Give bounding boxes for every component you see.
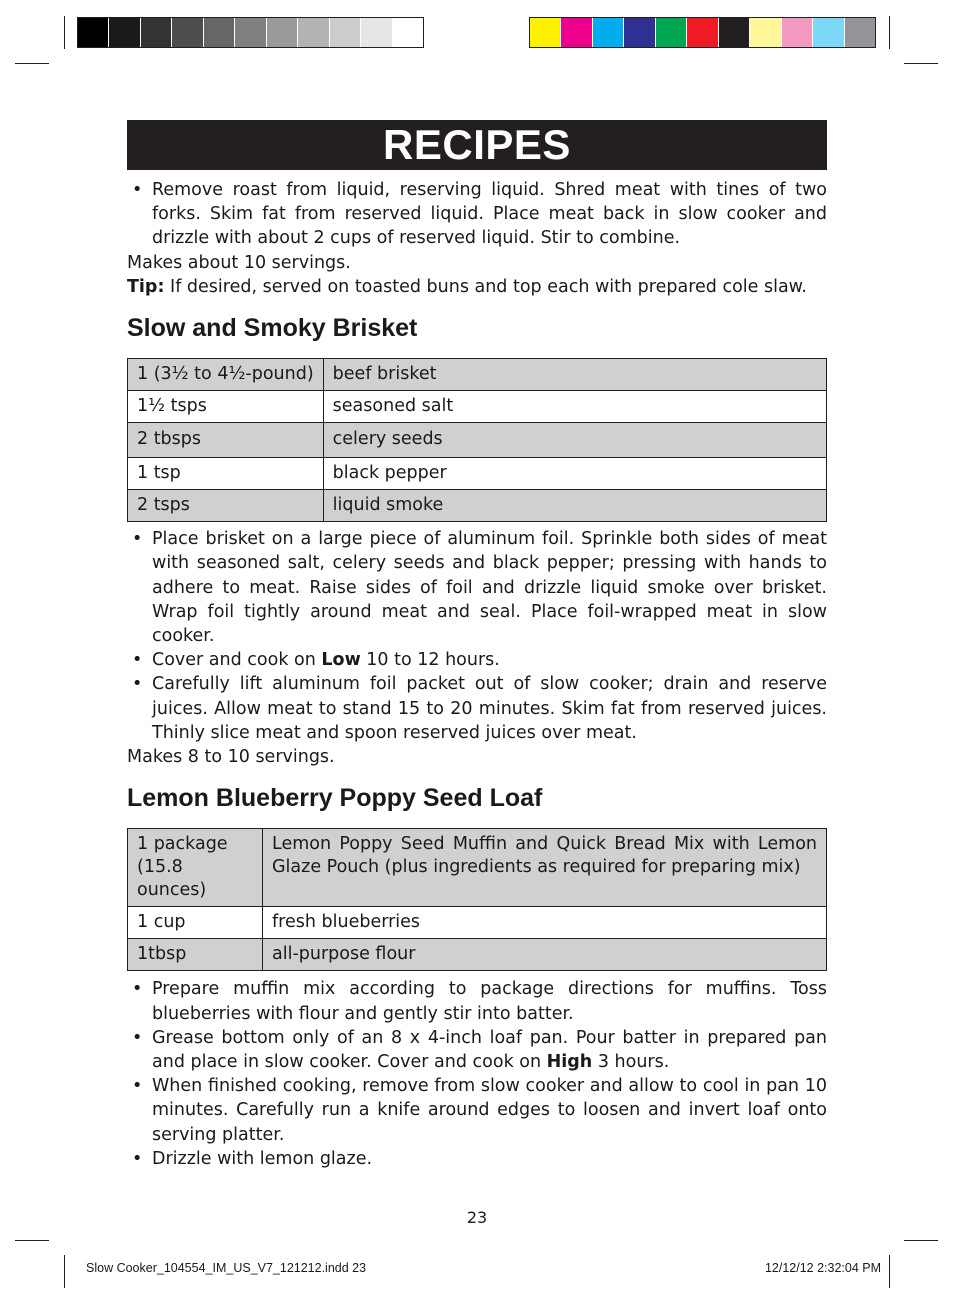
bullet-icon: • xyxy=(132,180,143,200)
color-swatch xyxy=(750,18,781,47)
color-swatch xyxy=(813,18,844,47)
color-swatch xyxy=(561,18,592,47)
color-swatch xyxy=(656,18,687,47)
table-row: 1 package (15.8 ounces) Lemon Poppy Seed Muffin and Quick Bread Mix with Lemon Glaze Pouch (plus ingredients as required for preparing mix) xyxy=(128,829,827,907)
color-swatch xyxy=(109,18,140,47)
loaf-steps xyxy=(127,977,827,1171)
brisket-steps xyxy=(127,527,827,745)
color-swatch xyxy=(235,18,266,47)
table-row: 1 (3½ to 4½-pound) beef brisket xyxy=(128,359,827,391)
color-calibration-bar xyxy=(529,17,876,48)
color-swatch xyxy=(361,18,392,47)
color-swatch xyxy=(593,18,624,47)
color-swatch xyxy=(330,18,361,47)
bullet-icon: • xyxy=(132,1148,143,1169)
table-row: 1tbsp all-purpose flour xyxy=(128,939,827,971)
bullet-icon: • xyxy=(132,979,143,1000)
bullet-icon: • xyxy=(132,1076,143,1097)
color-swatch xyxy=(204,18,235,47)
list-item: • Prepare muffin mix according to package directions for muffins. Toss blueberries with flour and gently stir into batter. xyxy=(132,979,827,1024)
color-swatch xyxy=(393,18,423,47)
list-item: • Carefully lift aluminum foil packet out of slow cooker; drain and reserve juices. Allow meat to stand 15 to 20 minutes. Skim fat from reserved juices. Thinly slice meat and spoon reserved juices over meat. xyxy=(132,674,827,743)
servings-text: Makes 8 to 10 servings. xyxy=(127,747,335,768)
ingredients-table-brisket xyxy=(127,358,827,522)
bullet-icon: • xyxy=(132,529,143,550)
color-swatch xyxy=(267,18,298,47)
footer-timestamp: 12/12/12 2:32:04 PM xyxy=(764,1261,881,1275)
tip-text: Tip: If desired, served on toasted buns and top each with prepared cole slaw. xyxy=(127,276,807,297)
color-swatch xyxy=(172,18,203,47)
table-row: 2 tbsps celery seeds xyxy=(128,423,827,458)
crop-mark xyxy=(889,1255,890,1288)
list-item: • When finished cooking, remove from slow cooker and allow to cool in pan 10 minutes. Carefully run a knife around edges to loosen and invert loaf onto serving platter. xyxy=(132,1076,827,1145)
crop-mark xyxy=(15,63,49,64)
table-row: 1 tsp black pepper xyxy=(128,458,827,490)
list-item: • Place brisket on a large piece of aluminum foil. Sprinkle both sides of meat with seasoned salt, celery seeds and black pepper; pressing with hands to adhere to meat. Raise sides of foil and drizzle liquid smoke over brisket. Wrap foil tightly around meat and seal. Place foil-wrapped meat in slow cooker. xyxy=(132,529,827,647)
tip-label: Tip: xyxy=(127,276,165,297)
table-row: 1½ tsps seasoned salt xyxy=(128,391,827,423)
page-content xyxy=(127,178,827,1171)
color-swatch xyxy=(624,18,655,47)
grayscale-calibration-bar xyxy=(77,17,424,48)
bullet-icon: • xyxy=(132,1027,143,1048)
list-item: • Drizzle with lemon glaze. xyxy=(127,1147,827,1171)
bullet-icon: • xyxy=(132,650,143,671)
recipe-title-brisket: Slow and Smoky Brisket xyxy=(127,314,418,343)
table-row: 1 cup fresh blueberries xyxy=(128,907,827,939)
page-number: 23 xyxy=(466,1208,488,1227)
color-swatch xyxy=(845,18,875,47)
color-swatch xyxy=(782,18,813,47)
recipes-banner: RECIPES xyxy=(127,120,827,170)
color-swatch xyxy=(530,18,561,47)
list-item: • Remove roast from liquid, reserving liquid. Shred meat with tines of two forks. Skim fat from reserved liquid. Place meat back in slow cooker and drizzle with about 2 cups of reserved liquid. Stir to combine. xyxy=(132,180,827,249)
servings-text: Makes about 10 servings. xyxy=(127,252,351,273)
color-swatch xyxy=(687,18,718,47)
crop-mark xyxy=(64,1255,65,1288)
table-row: 2 tsps liquid smoke xyxy=(128,490,827,522)
footer-filename: Slow Cooker_104554_IM_US_V7_121212.indd 23 xyxy=(86,1261,367,1275)
color-swatch xyxy=(298,18,329,47)
color-swatch xyxy=(141,18,172,47)
crop-mark xyxy=(904,1240,938,1241)
bullet-icon: • xyxy=(132,674,143,695)
intro-steps xyxy=(127,178,827,251)
crop-mark xyxy=(15,1240,49,1241)
crop-mark xyxy=(889,16,890,49)
ingredients-table-loaf xyxy=(127,828,827,971)
list-item: • Grease bottom only of an 8 x 4-inch loaf pan. Pour batter in prepared pan and place in slow cooker. Cover and cook on High 3 hours. xyxy=(132,1027,827,1073)
crop-mark xyxy=(904,63,938,64)
color-swatch xyxy=(719,18,750,47)
list-item: • Cover and cook on Low 10 to 12 hours. xyxy=(127,648,827,672)
color-swatch xyxy=(78,18,109,47)
recipe-title-loaf: Lemon Blueberry Poppy Seed Loaf xyxy=(127,784,543,813)
crop-mark xyxy=(64,16,65,49)
